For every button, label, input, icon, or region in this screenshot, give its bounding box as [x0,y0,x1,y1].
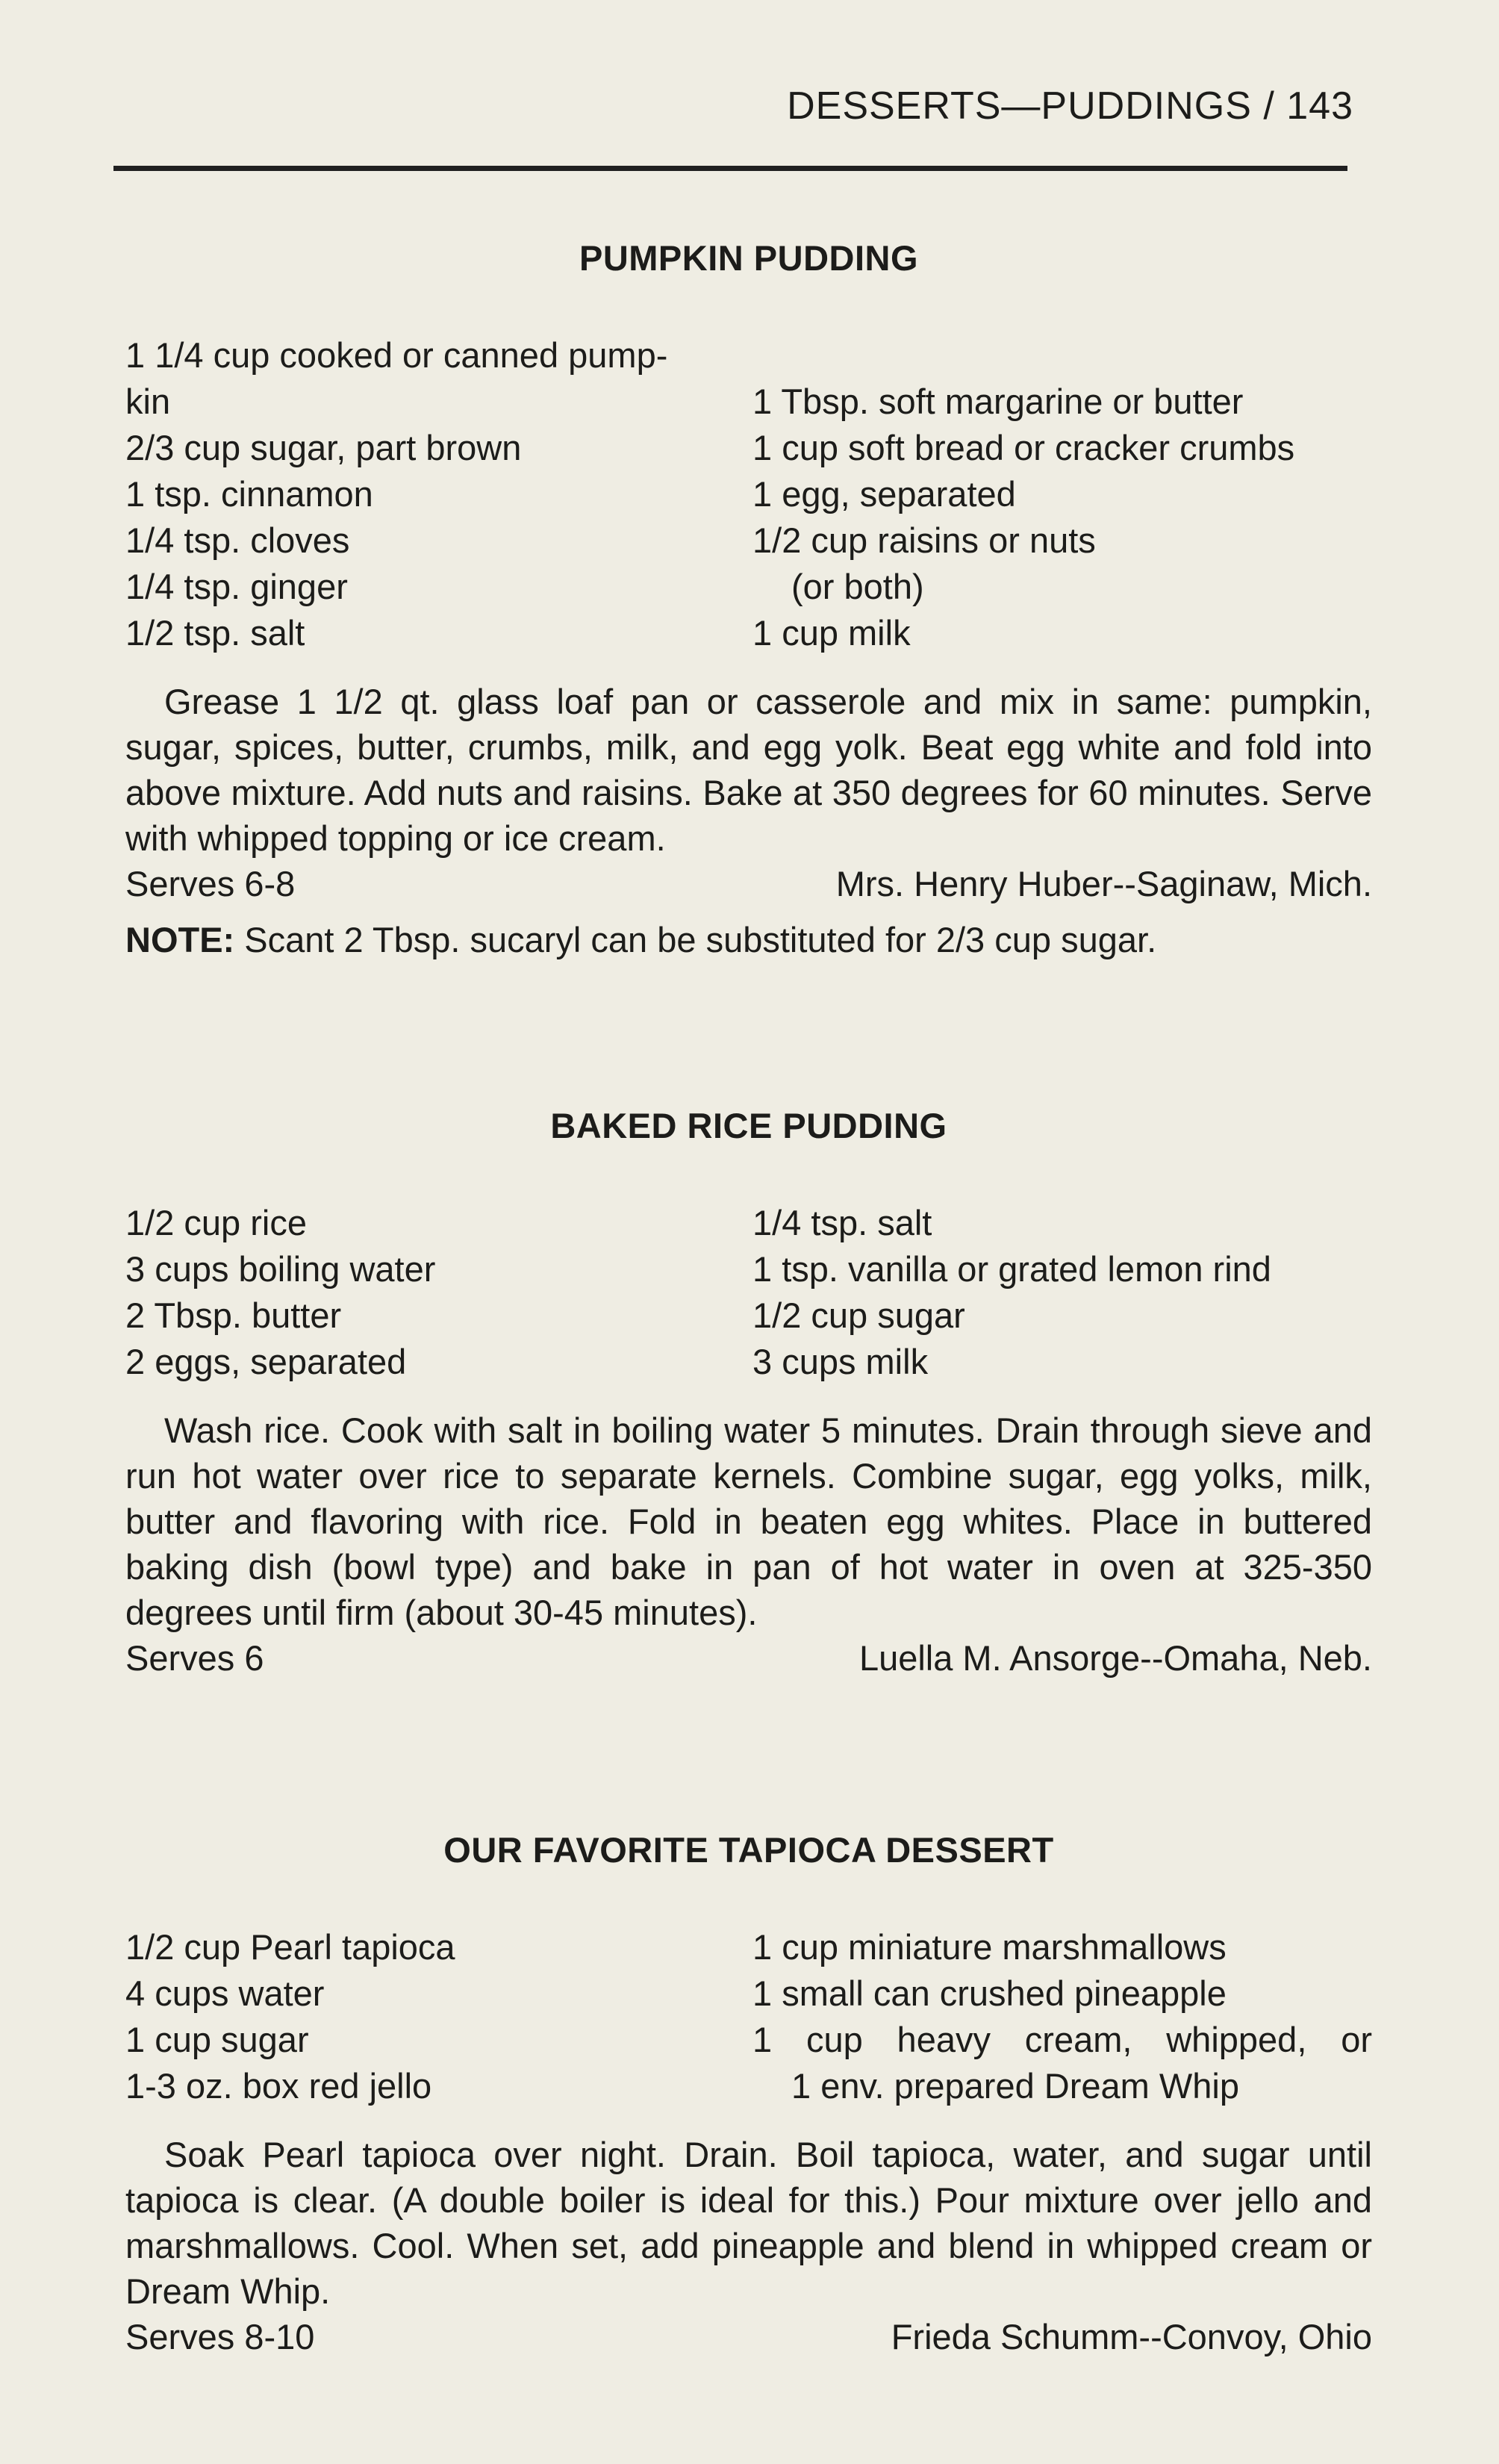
recipe-title: OUR FAVORITE TAPIOCA DESSERT [443,1830,1054,1870]
ingredients [125,332,1372,656]
header-rule [113,166,1347,171]
ingredient: 1/2 cup Pearl tapioca [125,1927,455,1967]
contributor: Luella M. Ansorge--Omaha, Neb. [858,1638,1372,1678]
recipe-method: Soak Pearl tapioca over night. Drain. Boil tapioca, water, and sugar until tapioca is clear. (A double boiler is ideal for this.) Pour mixture over jello and marshmallows. Cool. When set, add pineapple and blend in whipped cream or Dream Whip. [125,2135,1372,2311]
recipe-tapioca-dessert [125,1829,1372,2359]
ingredient: 1/2 tsp. salt [125,613,305,653]
recipe-footer [125,1635,1372,1681]
ingredient: 1 Tbsp. soft margarine or butter [752,382,1244,421]
ingredient: (or both) [791,567,924,606]
ingredients-left [125,1200,745,1385]
ingredient: 2/3 cup sugar, part brown [125,428,522,467]
ingredients-left [125,1924,745,2109]
ingredient: 1 tsp. vanilla or grated lemon rind [752,1249,1271,1289]
recipe-note [125,917,1372,962]
serves: Serves 6 [125,1638,264,1678]
ingredient: 1-3 oz. box red jello [125,2066,432,2106]
recipe-title: BAKED RICE PUDDING [550,1106,947,1145]
ingredient: 1 env. prepared Dream Whip [791,2066,1239,2106]
recipe-pumpkin-pudding [125,237,1372,962]
ingredient [752,332,1372,379]
ingredient: 1 egg, separated [752,474,1016,514]
ingredient: 1 cup milk [752,613,911,653]
ingredient: 3 cups boiling water [125,1249,436,1289]
ingredients [125,1924,1372,2109]
contributor: Frieda Schumm--Convoy, Ohio [891,2317,1372,2356]
ingredients-left [125,332,745,656]
recipe-title: PUMPKIN PUDDING [579,238,919,278]
recipe-footer [125,861,1372,906]
ingredients-right [752,1924,1372,2109]
ingredient: 1 cup miniature marshmallows [752,1927,1227,1967]
ingredient: 1/4 tsp. ginger [125,567,348,606]
ingredient: 1 cup sugar [125,2020,309,2059]
ingredient: 3 cups milk [752,1342,929,1381]
serves: Serves 8-10 [125,2317,315,2356]
recipe-method: Wash rice. Cook with salt in boiling water 5 minutes. Drain through sieve and run hot water over rice to separate kernels. Combine sugar, egg yolks, milk, butter and flavoring with rice. Fold in beaten egg whites. Place in buttered baking dish (bowl type) and bake in pan of hot water in oven at 325-350 degrees until firm (about 30-45 minutes). [125,1410,1372,1632]
ingredient: 4 cups water [125,1973,325,2013]
ingredient: 1 cup soft bread or cracker crumbs [752,428,1295,467]
ingredient: 1/4 tsp. salt [752,1203,932,1242]
ingredient: 1/2 cup sugar [752,1295,965,1335]
contributor: Mrs. Henry Huber--Saginaw, Mich. [835,864,1372,903]
ingredient: 2 Tbsp. butter [125,1295,342,1335]
ingredient: 2 eggs, separated [125,1342,407,1381]
ingredients-right [752,332,1372,656]
note-label: NOTE: [125,920,235,959]
ingredient: 1 tsp. cinnamon [125,474,373,514]
ingredient: kin [125,382,171,421]
note-text: Scant 2 Tbsp. sucaryl can be substituted for 2/3 cup sugar. [244,920,1157,959]
ingredient: 1/4 tsp. cloves [125,520,350,560]
ingredient: 1 1/4 cup cooked or canned pump- [125,335,668,375]
recipe-footer [125,2314,1372,2359]
ingredients [125,1200,1372,1385]
ingredient: 1 small can crushed pineapple [752,1973,1227,2013]
recipe-baked-rice-pudding [125,1105,1372,1681]
ingredient: 1/2 cup rice [125,1203,307,1242]
serves: Serves 6-8 [125,864,296,903]
ingredients-right [752,1200,1372,1385]
ingredient: 1/2 cup raisins or nuts [752,520,1096,560]
ingredient: 1 cup heavy cream, whipped, or [752,2020,1372,2059]
recipe-method: Grease 1 1/2 qt. glass loaf pan or casserole and mix in same: pumpkin, sugar, spices, butter, crumbs, milk, and egg yolk. Beat egg white and fold into above mixture. Add nuts and raisins. Bake at 350 degrees for 60 minutes. Serve with whipped topping or ice cream. [125,682,1372,858]
running-head: DESSERTS—PUDDINGS / 143 [787,84,1353,128]
